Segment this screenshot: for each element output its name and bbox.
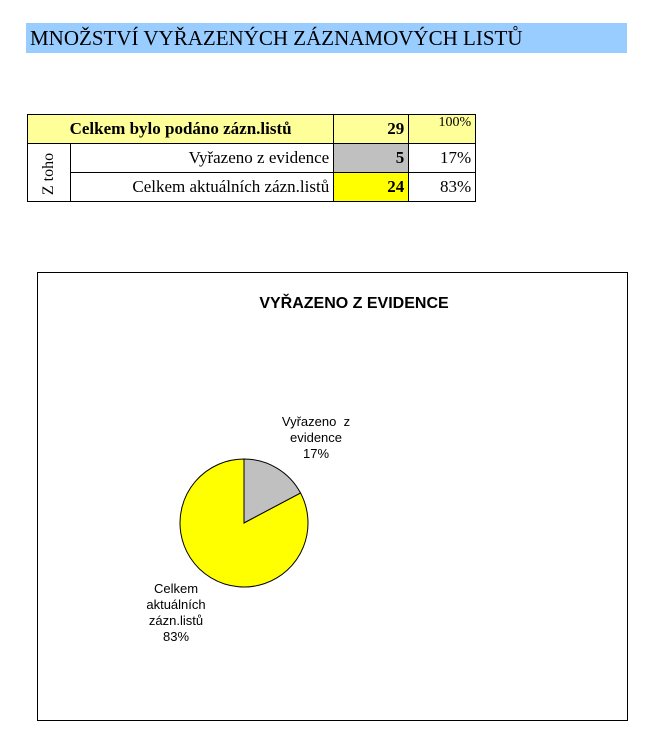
row-label: Vyřazeno z evidence [71, 144, 334, 173]
table-row [28, 144, 476, 173]
table-row-total [28, 115, 476, 144]
row-value: 24 [334, 173, 409, 202]
row-value: 5 [334, 144, 409, 173]
page-title: MNOŽSTVÍ VYŘAZENÝCH ZÁZNAMOVÝCH LISTŮ [26, 23, 627, 53]
slice-label: Vyřazeno z evidence 17% [281, 414, 351, 461]
group-label-cell [28, 144, 71, 202]
summary-table [27, 114, 476, 202]
slice-label: Celkem aktuálních zázn.listů 83% [146, 581, 206, 644]
total-percent: 100% [409, 115, 476, 144]
chart-frame [37, 272, 628, 721]
row-percent: 17% [409, 144, 476, 173]
chart-title: VYŘAZENO Z EVIDENCE [259, 295, 449, 312]
pie-chart [38, 273, 627, 720]
total-value: 29 [334, 115, 409, 144]
group-label: Z toho [40, 152, 58, 195]
total-label: Celkem bylo podáno zázn.listů [28, 115, 334, 144]
row-percent: 83% [409, 173, 476, 202]
table-row [28, 173, 476, 202]
row-label: Celkem aktuálních zázn.listů [71, 173, 334, 202]
